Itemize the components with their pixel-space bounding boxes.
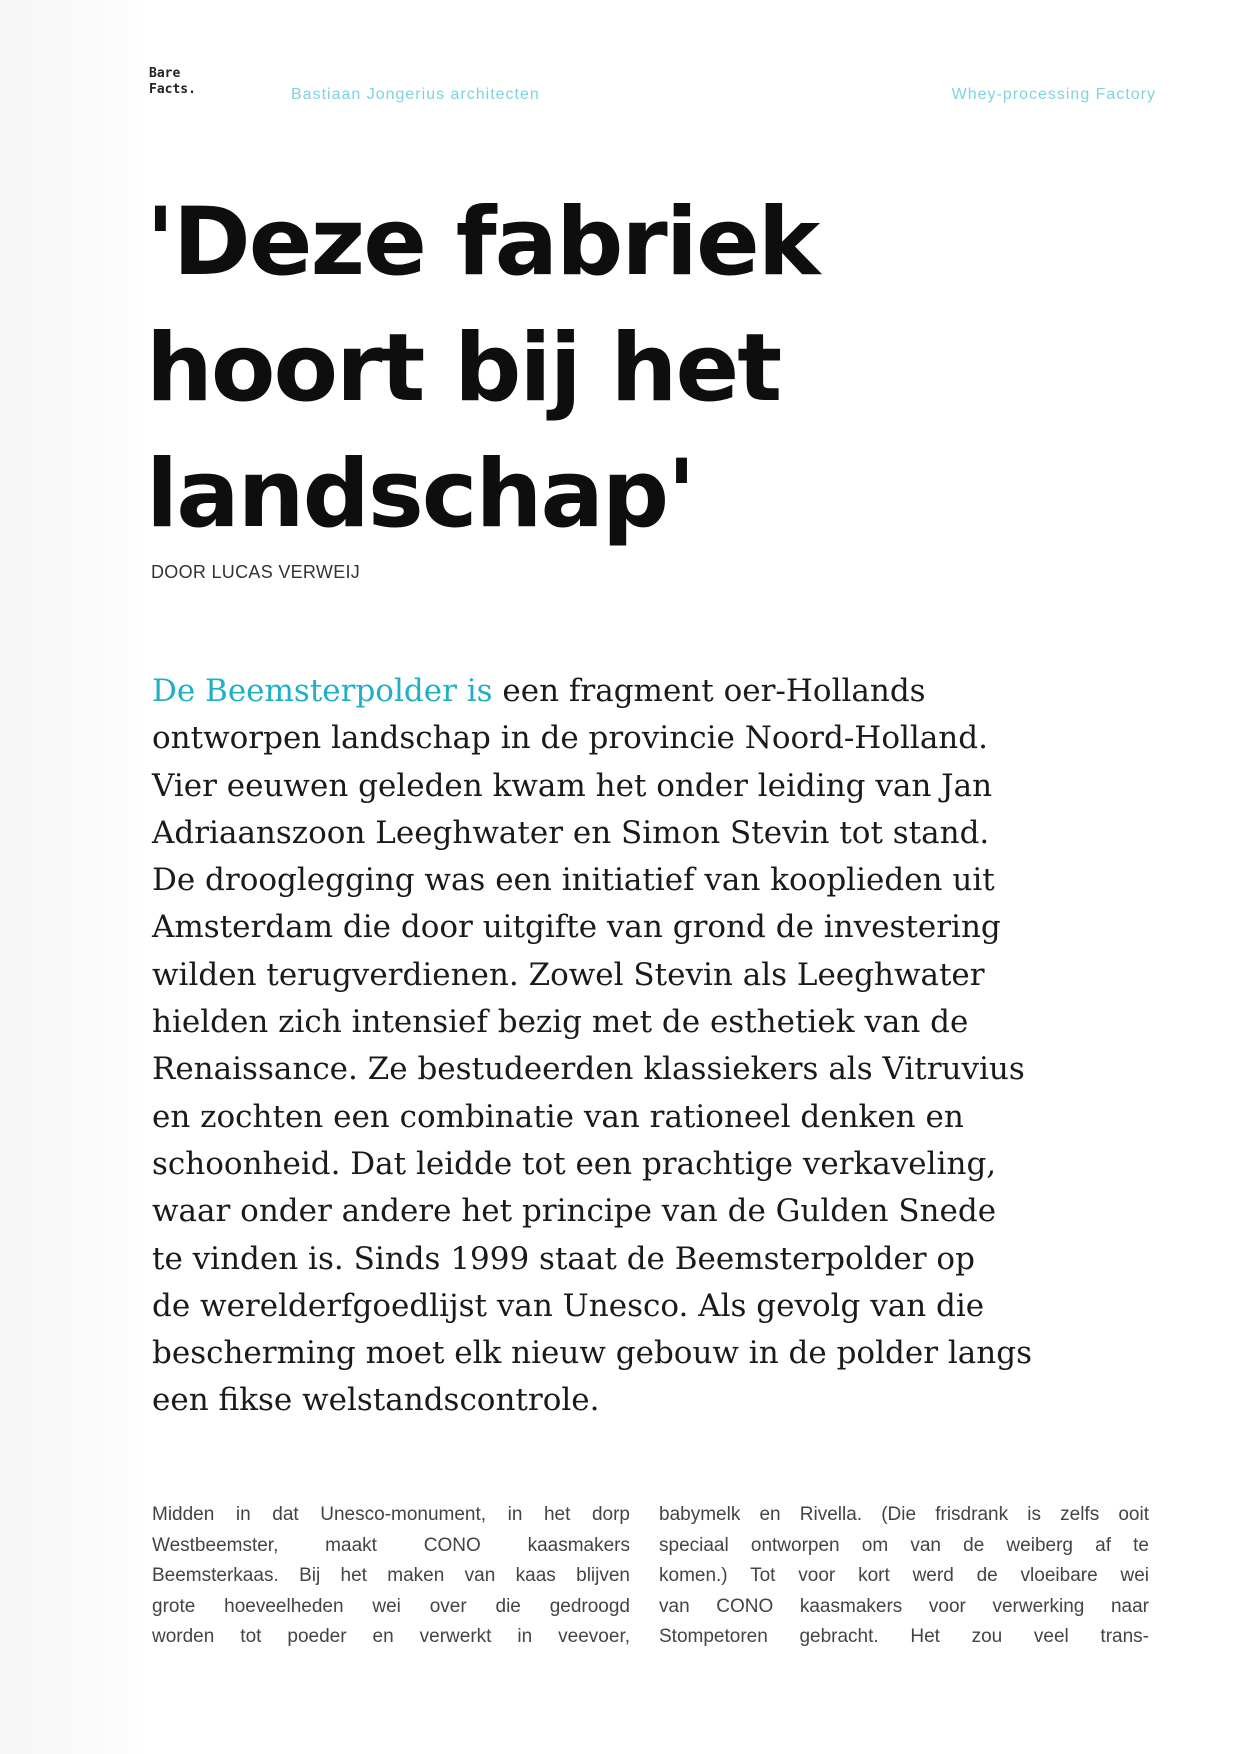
headline-line: 'Deze fabriek	[146, 188, 819, 297]
lead-line: Amsterdam die door uitgifte van grond de investering	[152, 909, 1001, 946]
headline-line: landschap'	[146, 440, 694, 549]
body-line: babymelk en Rivella. (Die frisdrank is zelfs ooit	[659, 1504, 1149, 1525]
body-line: Stompetoren gebracht. Het zou veel trans-	[659, 1626, 1149, 1648]
body-line: speciaal ontworpen om van de weiberg af te	[659, 1534, 1149, 1556]
lead-line: Vier eeuwen geleden kwam het onder leiding van Jan	[152, 767, 993, 804]
lead-line: en zochten een combinatie van rationeel denken en	[152, 1098, 964, 1135]
body-line: Beemsterkaas. Bij het maken van kaas blijven	[152, 1565, 630, 1587]
body-line: grote hoeveelheden wei over die gedroogd	[152, 1595, 630, 1617]
lead-line: Adriaanszoon Leeghwater en Simon Stevin tot stand.	[152, 814, 990, 851]
body-line: komen.) Tot voor kort werd de vloeibare wei	[659, 1565, 1149, 1587]
body-line: Midden in dat Unesco-monument, in het dorp	[152, 1504, 630, 1525]
body-column-left	[152, 1500, 630, 1653]
lead-line: Renaissance. Ze bestudeerden klassiekers als Vitruvius	[152, 1051, 1025, 1088]
lead-line: een fikse welstandscontrole.	[152, 1382, 600, 1419]
body-line: worden tot poeder en verwerkt in veevoer,	[152, 1626, 630, 1648]
scan-gutter-shade	[0, 0, 148, 1754]
headline-line: hoort bij het	[146, 314, 781, 423]
lead-paragraph	[152, 668, 1112, 1425]
architect-name: Bastiaan Jongerius architecten	[291, 86, 540, 103]
lead-accent: De Beemsterpolder is	[152, 673, 493, 709]
body-line: van CONO kaasmakers voor verwerking naar	[659, 1595, 1149, 1617]
section-tag-line: Bare	[149, 66, 181, 81]
lead-first-rest: een fragment oer-Hollands	[492, 673, 926, 709]
lead-line: bescherming moet elk nieuw gebouw in de polder langs	[152, 1335, 1032, 1372]
section-tag-line: Facts.	[149, 82, 196, 97]
byline: DOOR LUCAS VERWEIJ	[151, 562, 361, 582]
lead-line: De drooglegging was een initiatief van kooplieden uit	[152, 862, 995, 899]
body-line: Westbeemster, maakt CONO kaasmakers	[152, 1534, 630, 1556]
project-name: Whey-processing Factory	[951, 86, 1156, 103]
lead-line: ontworpen landschap in de provincie Noord-Holland.	[152, 720, 988, 757]
lead-line: te vinden is. Sinds 1999 staat de Beemsterpolder op	[152, 1240, 975, 1277]
running-head	[149, 66, 1156, 106]
body-column-right	[659, 1500, 1149, 1653]
lead-line: waar onder andere het principe van de Gulden Snede	[152, 1193, 997, 1230]
section-tag	[149, 66, 196, 98]
lead-line: hielden zich intensief bezig met de esthetiek van de	[152, 1004, 969, 1041]
lead-line: schoonheid. Dat leidde tot een prachtige verkaveling,	[152, 1145, 997, 1182]
lead-line: wilden terugverdienen. Zowel Stevin als Leeghwater	[152, 956, 985, 993]
article-headline	[146, 180, 946, 558]
lead-line: de werelderfgoedlijst van Unesco. Als gevolg van die	[152, 1287, 985, 1324]
lead-line	[152, 668, 1112, 715]
